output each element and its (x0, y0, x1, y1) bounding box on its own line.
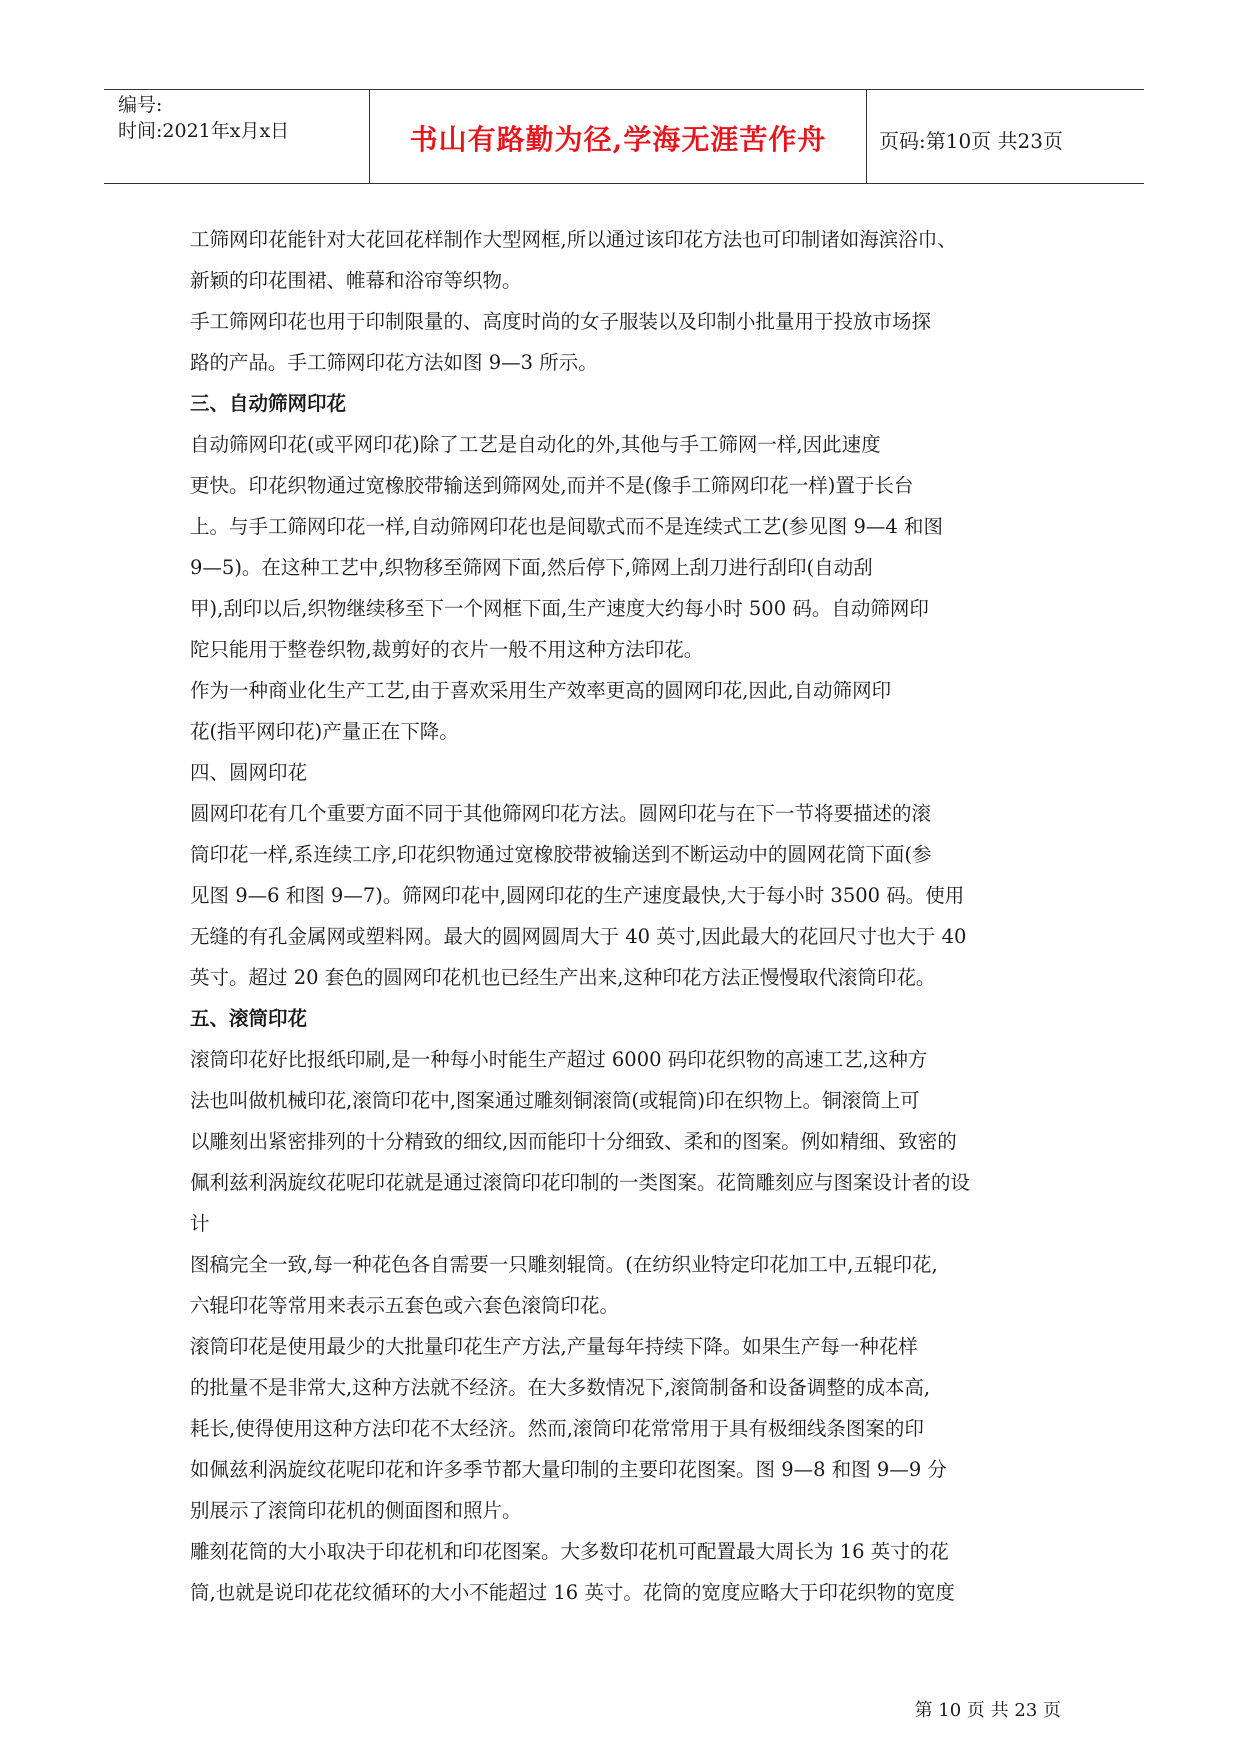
text-line: 英寸。超过 20 套色的圆网印花机也已经生产出来,这种印花方法正慢慢取代滚筒印花。 (190, 966, 936, 989)
text-line: 作为一种商业化生产工艺,由于喜欢采用生产效率更高的圆网印花,因此,自动筛网印 (190, 679, 892, 702)
document-time-label: 时间:2021年x月x日 (118, 120, 290, 142)
text-line: 计 (190, 1212, 210, 1235)
text-line: 雕刻花筒的大小取决于印花机和印花图案。大多数印花机可配置最大周长为 16 英寸的花 (190, 1540, 949, 1563)
text-line: 的批量不是非常大,这种方法就不经济。在大多数情况下,滚筒制备和设备调整的成本高, (190, 1376, 931, 1399)
text-line: 别展示了滚筒印花机的侧面图和照片。 (190, 1499, 522, 1522)
text-line: 筒印花一样,系连续工序,印花织物通过宽橡胶带被输送到不断运动中的圆网花筒下面(参 (190, 843, 932, 866)
page-footer: 第 10 页 共 23 页 (914, 1700, 1061, 1721)
header-motto: 书山有路勤为径,学海无涯苦作舟 (409, 123, 827, 156)
text-line: 花(指平网印花)产量正在下降。 (190, 720, 459, 743)
text-line: 新颖的印花围裙、帷幕和浴帘等织物。 (190, 269, 522, 292)
document-number-label: 编号: (118, 94, 163, 116)
text-line: 工筛网印花能针对大花回花样制作大型网框,所以通过该印花方法也可印制诸如海滨浴巾、 (190, 228, 957, 251)
text-line: 甲),刮印以后,织物继续移至下一个网框下面,生产速度大约每小时 500 码。自动筛网印 (190, 597, 929, 620)
text-line: 路的产品。手工筛网印花方法如图 9—3 所示。 (190, 351, 598, 374)
text-line: 筒,也就是说印花花纹循环的大小不能超过 16 英寸。花筒的宽度应略大于印花织物的宽度 (190, 1581, 955, 1604)
text-line: 四、圆网印花 (190, 761, 308, 784)
text-line: 六辊印花等常用来表示五套色或六套色滚筒印花。 (190, 1294, 620, 1317)
text-line: 无缝的有孔金属网或塑料网。最大的圆网圆周大于 40 英寸,因此最大的花回尺寸也大于 40 (190, 925, 967, 948)
page-header (104, 89, 1144, 184)
text-line: 9—5)。在这种工艺中,织物移至筛网下面,然后停下,筛网上刮刀进行刮印(自动刮 (190, 556, 873, 579)
text-line: 滚筒印花是使用最少的大批量印花生产方法,产量每年持续下降。如果生产每一种花样 (190, 1335, 918, 1358)
text-line: 滚筒印花好比报纸印刷,是一种每小时能生产超过 6000 码印花织物的高速工艺,这种方 (190, 1048, 928, 1071)
text-line: 以雕刻出紧密排列的十分精致的细纹,因而能印十分细致、柔和的图案。例如精细、致密的 (190, 1130, 957, 1153)
text-line: 陀只能用于整卷织物,裁剪好的衣片一般不用这种方法印花。 (190, 638, 704, 661)
section-heading: 五、滚筒印花 (190, 1007, 308, 1030)
section-heading: 三、自动筛网印花 (190, 392, 347, 415)
header-page-code: 页码:第10页 共23页 (879, 129, 1063, 153)
text-line: 法也叫做机械印花,滚筒印花中,图案通过雕刻铜滚筒(或辊筒)印在织物上。铜滚筒上可 (190, 1089, 920, 1112)
document-body (190, 219, 1070, 1613)
text-line: 更快。印花织物通过宽橡胶带输送到筛网处,而并不是(像手工筛网印花一样)置于长台 (190, 474, 914, 497)
text-line: 自动筛网印花(或平网印花)除了工艺是自动化的外,其他与手工筛网一样,因此速度 (190, 433, 881, 456)
header-motto-cell (369, 90, 867, 183)
text-line: 见图 9—6 和图 9—7)。筛网印花中,圆网印花的生产速度最快,大于每小时 3500 码。使用 (190, 884, 965, 907)
header-meta-cell (104, 90, 369, 183)
text-line: 耗长,使得使用这种方法印花不太经济。然而,滚筒印花常常用于具有极细线条图案的印 (190, 1417, 924, 1440)
text-line: 上。与手工筛网印花一样,自动筛网印花也是间歇式而不是连续式工艺(参见图 9—4 和图 (190, 515, 944, 538)
header-page-cell (865, 90, 1144, 183)
text-line: 圆网印花有几个重要方面不同于其他筛网印花方法。圆网印花与在下一节将要描述的滚 (190, 802, 932, 825)
text-line: 手工筛网印花也用于印制限量的、高度时尚的女子服装以及印制小批量用于投放市场探 (190, 310, 932, 333)
text-line: 图稿完全一致,每一种花色各自需要一只雕刻辊筒。(在纺织业特定印花加工中,五辊印花, (190, 1253, 938, 1276)
text-line: 佩利兹利涡旋纹花呢印花就是通过滚筒印花印制的一类图案。花筒雕刻应与图案设计者的设 (190, 1171, 971, 1194)
text-line: 如佩兹利涡旋纹花呢印花和许多季节都大量印制的主要印花图案。图 9—8 和图 9—9 分 (190, 1458, 947, 1481)
